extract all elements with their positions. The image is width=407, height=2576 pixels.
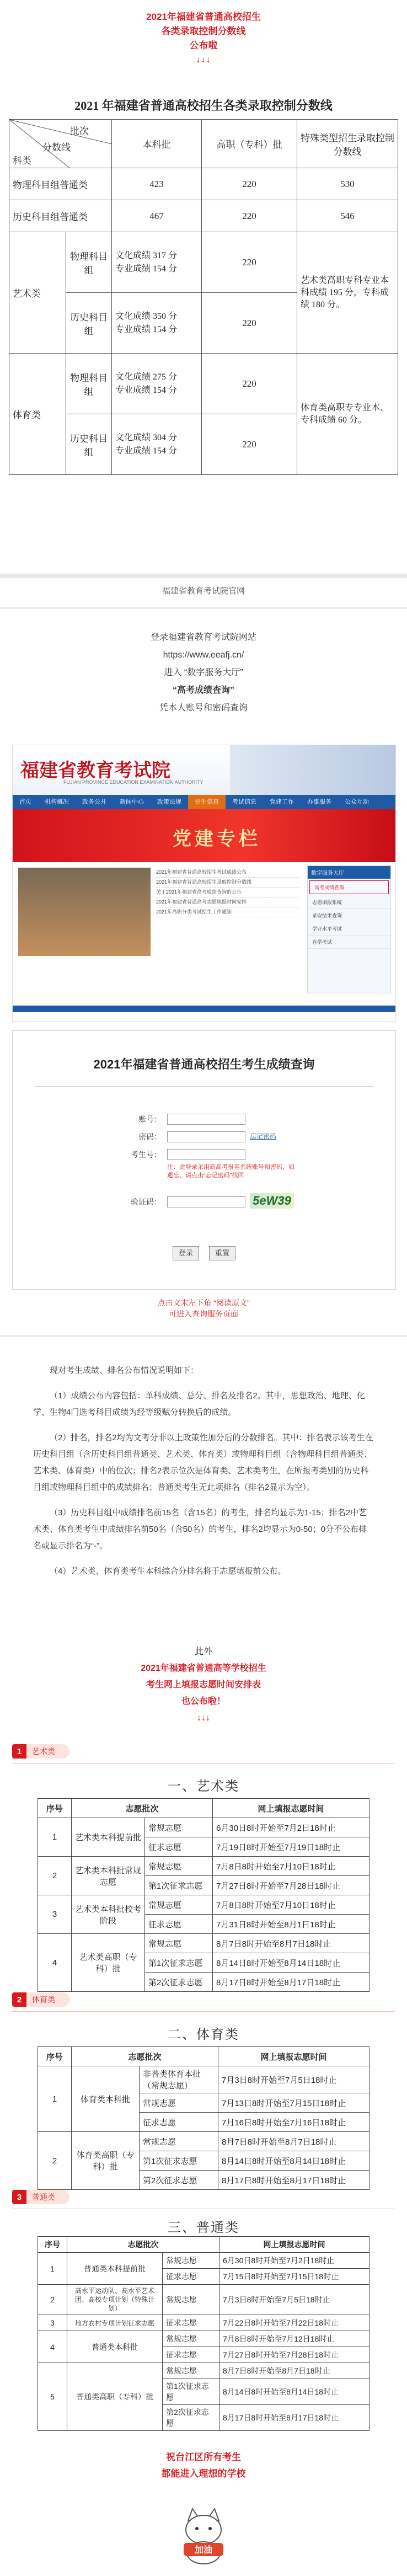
col-no: 序号 [38,2047,72,2066]
header-associate: 高职（专科）批 [202,120,297,168]
steps-block [0,629,407,717]
explain-item-2: （2）排名，排名2均为文考分非以上政策性加分后的分数排名。其中：排名表示该考生在历史科目组（含历史科目组普通类、艺术类、体育类）或物理科目组（含物理科目组普通类、艺术类、体育类）中的位次；排名2表示位次是体育类、艺术类考生，在所报考类别的历史科目组或物理科目组中的成绩排名；普通类考生无此项排名（排名2显示为空）。 [33,1433,373,1492]
building-image [230,745,395,795]
row-no: 1 [38,2066,72,2132]
row-time: 8月17日8时开始至8月17日18时止 [213,1973,369,1992]
footer-line-1: 祝台江区所有考生 [166,2452,241,2462]
row-time: 8月17日8时开始至8月17日18时止 [219,2405,369,2431]
explain-intro: 现对考生成绩、排名公布情况说明如下： [50,1366,199,1375]
news-item[interactable]: 2021年福建省普通高校招生录取控制分数线 [156,878,299,888]
row-time: 7月3日8时开始至7月5日18时止 [219,2285,369,2315]
row-batch: 地方农村专项计划征求志愿 [67,2315,163,2331]
col-no: 序号 [38,2237,67,2253]
service-item[interactable]: 录取结果查询 [308,909,390,922]
row-no: 2 [38,2132,72,2190]
step-line-4: “高考成绩查询” [172,686,234,695]
row-time: 6月30日8时开始至7月2日18时止 [213,1818,369,1837]
news-item[interactable]: 关于2021年福建省高考成绩查询的公告 [156,888,299,897]
row-type: 征求志愿 [163,2269,219,2285]
score-explanation [33,1362,375,1589]
col-time: 网上填报志愿时间 [218,2047,369,2066]
row-time: 8月7日8时开始至8月7日18时止 [218,2132,369,2151]
password-input[interactable] [167,1131,245,1142]
row-type: 征求志愿 [145,1837,213,1857]
nav-item[interactable]: 公众互动 [345,799,369,805]
physics-bachelor: 423 [112,168,202,200]
corner-batch: 批次 [70,126,89,136]
down-arrows-icon: ↓↓↓ [197,1713,210,1723]
row-batch: 普通类本科批 [67,2331,163,2363]
sports-history-major: 专业成绩 154 分 [115,446,178,456]
row-physics-label: 物理科目组普通类 [9,168,112,200]
col-time: 网上填报志愿时间 [213,1799,369,1818]
site-banner [13,809,395,862]
general-schedule-title: 三、普通类 [168,2220,239,2235]
art-physics-associate: 220 [202,232,297,293]
nav-item[interactable]: 首页 [19,799,31,805]
nav-item[interactable]: 机构概况 [45,799,69,805]
row-type: 第2次征求志愿 [140,2171,218,2190]
row-time: 7月27日8时开始至7月28日18时止 [219,2347,369,2363]
row-no: 2 [38,2285,67,2315]
col-time: 网上填报志愿时间 [219,2237,369,2253]
nav-item[interactable]: 政务公开 [82,799,106,805]
physics-special: 530 [297,168,398,200]
forgot-password-link[interactable]: 忘记密码 [250,1132,277,1140]
row-type: 第1次征求志愿 [163,2379,219,2405]
row-no: 4 [38,1934,72,1992]
corner-subject: 科类 [13,156,31,166]
row-time: 7月27日8时开始至7月28日18时止 [213,1876,369,1895]
row-time: 7月8日8时开始至7月10日18时止 [213,1895,369,1915]
header-line-1: 2021年福建省普通高校招生 [146,12,261,22]
service-item[interactable]: 学业水平考试 [308,922,390,936]
step-line-5: 凭本人账号和密码查询 [159,703,248,713]
category-tag-sports [12,1991,69,2008]
click-hint-line-2: 可进入查询服务页面 [169,1310,238,1318]
art-history-bachelor [112,293,202,354]
service-hall [307,865,391,993]
category-label: 普通类 [26,2190,69,2204]
explain-item-3: （3）历史科目组中成绩排名前15名（含15名）的考生，排名均显示为1-15；排名2中艺术类、体育类考生中成绩排名前50名（含50名）的考生，排名2均显示为0-50；0分不公布排名或显示排名为“-”。 [33,1508,367,1551]
row-no: 3 [38,2315,67,2331]
art-physics-label: 物理科目组 [66,232,112,293]
row-batch: 艺术类本科批校考阶段 [72,1895,145,1934]
footer-line-2: 都能进入理想的学校 [161,2468,246,2479]
row-no: 1 [38,1818,72,1857]
captcha-image[interactable]: 5eW39 [250,1193,294,1209]
row-time: 7月8日8时开始至7月12日18时止 [219,2331,369,2347]
score-table-caption: 2021 年福建省普通高校招生各类录取控制分数线 [74,99,333,113]
footer-blessing [0,2449,407,2482]
category-number: 1 [12,1744,26,1759]
row-type: 征求志愿 [163,2315,219,2331]
sports-label: 体育类 [9,354,66,475]
row-type: 常规志愿 [145,1895,213,1915]
exam-no-input[interactable] [167,1149,245,1160]
row-type: 常规志愿 [145,1934,213,1953]
header-special: 特殊类型招生录取控制分数线 [297,120,398,168]
art-schedule-table [38,1798,369,1992]
general-schedule-table [38,2236,369,2431]
row-batch: 艺术类高职（专科）批 [72,1934,145,1992]
login-hint: 注：此登录采用新高考报名系统账号和密码，如遗忘，请点击“忘记密码”找回 [167,1164,294,1179]
site-label: 福建省教育考试院官网 [162,586,245,596]
art-schedule-title: 一、艺术类 [168,1779,239,1794]
sports-physics-associate: 220 [202,354,297,414]
click-hint-line-1: 点击文末左下角 “阅读原文” [157,1298,250,1307]
banner-title: 党建专栏 [173,829,261,849]
sports-schedule-table [38,2046,369,2190]
nav-item[interactable]: 考试信息 [232,799,256,805]
row-batch: 艺术类本科提前批 [72,1818,145,1857]
row-type: 第1次征求志愿 [145,1876,213,1895]
down-arrows-icon: ↓↓↓ [196,55,211,65]
step-line-3: 进入 “数字服务大厅” [164,668,243,677]
row-type: 非普类体育本批（常规志愿） [140,2066,218,2093]
sports-schedule-title: 二、体育类 [168,2027,239,2042]
art-note: 艺术类高职专科专业本科成绩 195 分，专科成绩 180 分。 [297,232,398,354]
row-batch: 普通类高职（专科）批 [67,2363,163,2431]
row-time: 7月31日8时开始至8月1日18时止 [213,1915,369,1934]
col-no: 序号 [38,1799,72,1818]
row-time: 8月7日8时开始至8月7日18时止 [213,1934,369,1953]
nav-item[interactable]: 党建工作 [270,799,294,805]
account-label: 账号： [138,1115,162,1124]
website-screenshot [12,745,396,1022]
row-batch: 体育类高职（专科）批 [72,2132,140,2190]
cat-mascot-icon [176,2504,231,2565]
row-no: 1 [38,2253,67,2285]
read-original-hint [0,1297,407,1319]
site-logo-sub: FUJIAN PROVINCE EDUCATION EXAMINATION AUTHORITY [63,779,203,785]
row-type: 第1次征求志愿 [140,2151,218,2171]
row-time: 8月14日8时开始至8月14日18时止 [219,2379,369,2405]
row-time: 7月16日8时开始至7月16日18时止 [218,2113,369,2132]
category-tag-art [12,1743,69,1760]
row-time: 7月3日8时开始至7月5日18时止 [218,2066,369,2093]
news-item[interactable]: 2021年福建省普通高校招生考试成绩公布 [156,868,299,878]
sports-history-label: 历史科目组 [66,414,112,475]
row-batch: 艺术类本科批常规志愿 [72,1857,145,1895]
row-time: 8月7日8时开始至8月7日18时止 [219,2363,369,2379]
art-history-associate: 220 [202,293,297,354]
row-time: 8月14日8时开始至8月14日18时止 [213,1953,369,1973]
site-nav [13,795,395,809]
art-physics-bachelor [112,232,202,293]
row-type: 征求志愿 [140,2113,218,2132]
captcha-label: 验证码： [131,1198,162,1206]
service-hall-header: 数字服务大厅 [308,866,390,879]
account-input[interactable] [167,1114,245,1125]
header-line-3: 公布啦 [189,40,218,51]
sports-physics-label: 物理科目组 [66,354,112,414]
notice-line-4: 也公布啦！ [181,1697,226,1706]
row-type: 第2次征求志愿 [145,1973,213,1992]
score-query-form [12,1030,396,1290]
site-body [13,862,395,1006]
art-physics-major: 专业成绩 154 分 [115,264,178,274]
header-bachelor: 本科批 [112,120,202,168]
row-time: 8月17日8时开始至8月17日18时止 [218,2171,369,2190]
row-type: 常规志愿 [140,2132,218,2151]
row-type: 常规志愿 [163,2285,219,2315]
row-no: 3 [38,1895,72,1934]
sports-history-bachelor [112,414,202,475]
art-label: 艺术类 [9,232,66,354]
notice-line-3: 考生网上填报志愿时间安排表 [146,1680,261,1690]
history-associate: 220 [202,200,297,232]
row-type: 常规志愿 [145,1857,213,1876]
history-special: 546 [297,200,398,232]
sports-note: 体育类高职专专业本、专科成绩 60 分。 [297,354,398,475]
row-batch: 普通类本科提前批 [67,2253,163,2285]
row-no: 2 [38,1857,72,1895]
row-type: 常规志愿 [145,1818,213,1837]
col-batch: 志愿批次 [72,1799,213,1818]
sports-physics-major: 专业成绩 154 分 [115,385,178,395]
service-item[interactable]: 志愿填报系统 [308,896,390,909]
news-photo [18,868,151,956]
row-type: 第2次征求志愿 [163,2405,219,2431]
sports-physics-culture: 文化成绩 275 分 [115,372,178,382]
service-item-score[interactable]: 高考成绩查询 [309,880,389,894]
news-list [156,868,299,917]
explain-item-4: （4）艺术类、体育类考生本科综合分排名将于志愿填报前公布。 [50,1567,286,1576]
site-header [13,745,395,795]
reset-button[interactable]: 重置 [209,1246,235,1260]
gray-separator-3 [0,1335,407,1337]
row-time: 7月8日8时开始至7月10日18时止 [213,1857,369,1876]
query-title: 2021年福建省普通高校招生考生成绩查询 [93,1057,315,1071]
art-physics-culture: 文化成绩 317 分 [115,250,178,260]
row-no: 4 [38,2331,67,2363]
row-no: 5 [38,2363,67,2431]
site-logo: 福建省教育考试院 [20,761,170,781]
category-tag-general [12,2189,69,2205]
nav-item[interactable]: 政策法规 [157,799,181,805]
password-label: 密码： [138,1132,162,1141]
category-number: 3 [12,2190,26,2204]
art-history-label: 历史科目组 [66,293,112,354]
step-url[interactable]: https://www.eeafj.cn/ [163,650,244,660]
nav-item[interactable]: 办事服务 [307,799,331,805]
row-type: 第1次征求志愿 [145,1953,213,1973]
schedule-notice [0,1644,407,1727]
history-bachelor: 467 [112,200,202,232]
sports-physics-bachelor [112,354,202,414]
corner-cell [9,120,112,168]
row-type: 征求志愿 [163,2347,219,2363]
score-table [9,119,398,475]
score-table-section [9,97,398,475]
row-type: 常规志愿 [140,2093,218,2113]
row-batch: 高水平运动队、高水平艺术团、高校专项计划（特殊计划） [67,2285,163,2315]
category-label: 体育类 [26,1992,69,2007]
news-item[interactable]: 2021年福建省普通高考志愿填报时间安排 [156,897,299,907]
site-footer-bar [13,1006,395,1012]
row-batch: 体育类本科批 [72,2066,140,2132]
row-type: 常规志愿 [163,2331,219,2347]
row-time: 8月14日8时开始至8月14日18时止 [218,2151,369,2171]
gray-separator [0,574,407,578]
row-time: 7月13日8时开始至7月15日18时止 [218,2093,369,2113]
row-type: 常规志愿 [163,2253,219,2269]
col-batch: 志愿批次 [72,2047,218,2066]
explain-item-1: （1）成绩公布内容包括：单科成绩、总分、排名及排名2。其中，思想政治、地理、化学、生物4门选考科目成绩为经等级赋分转换后的成绩。 [33,1391,365,1417]
row-type: 常规志愿 [163,2363,219,2379]
notice-line-2: 2021年福建省普通高等学校招生 [141,1664,266,1673]
category-divider [12,2011,395,2012]
gray-separator-2 [0,607,407,609]
row-time: 7月15日8时开始至7月15日18时止 [219,2269,369,2285]
sports-history-associate: 220 [202,414,297,475]
service-item[interactable]: 自学考试 [308,936,390,949]
category-label: 艺术类 [26,1744,69,1759]
row-type: 征求志愿 [145,1915,213,1934]
notice-line-1: 此外 [194,1647,212,1656]
nav-item[interactable]: 新闻中心 [120,799,144,805]
row-time: 6月30日8时开始至7月2日18时止 [219,2253,369,2269]
row-time: 7月22日8时开始至7月22日18时止 [219,2315,369,2331]
category-number: 2 [12,1992,26,2007]
art-history-major: 专业成绩 154 分 [115,324,178,334]
login-button[interactable]: 登录 [173,1246,199,1260]
corner-category: 分数线 [42,142,71,153]
header-block [0,10,407,67]
captcha-input[interactable] [167,1196,245,1207]
col-batch: 志愿批次 [67,2237,219,2253]
query-divider [35,1086,373,1087]
sports-history-culture: 文化成绩 304 分 [115,432,178,442]
row-history-label: 历史科目组普通类 [9,200,112,232]
exam-no-label: 考生号： [131,1150,162,1159]
header-line-2: 各类录取控制分数线 [161,26,246,36]
art-history-culture: 文化成绩 350 分 [115,311,178,321]
step-line-1: 登录福建省教育考试院网站 [150,633,256,642]
nav-item[interactable]: 招生信息 [188,795,226,809]
row-time: 7月19日8时开始至7月19日18时止 [213,1837,369,1857]
physics-associate: 220 [202,168,297,200]
mascot-text: 加油 [194,2545,213,2555]
news-item[interactable]: 2021年高职分类考试招生工作通知 [156,907,299,917]
